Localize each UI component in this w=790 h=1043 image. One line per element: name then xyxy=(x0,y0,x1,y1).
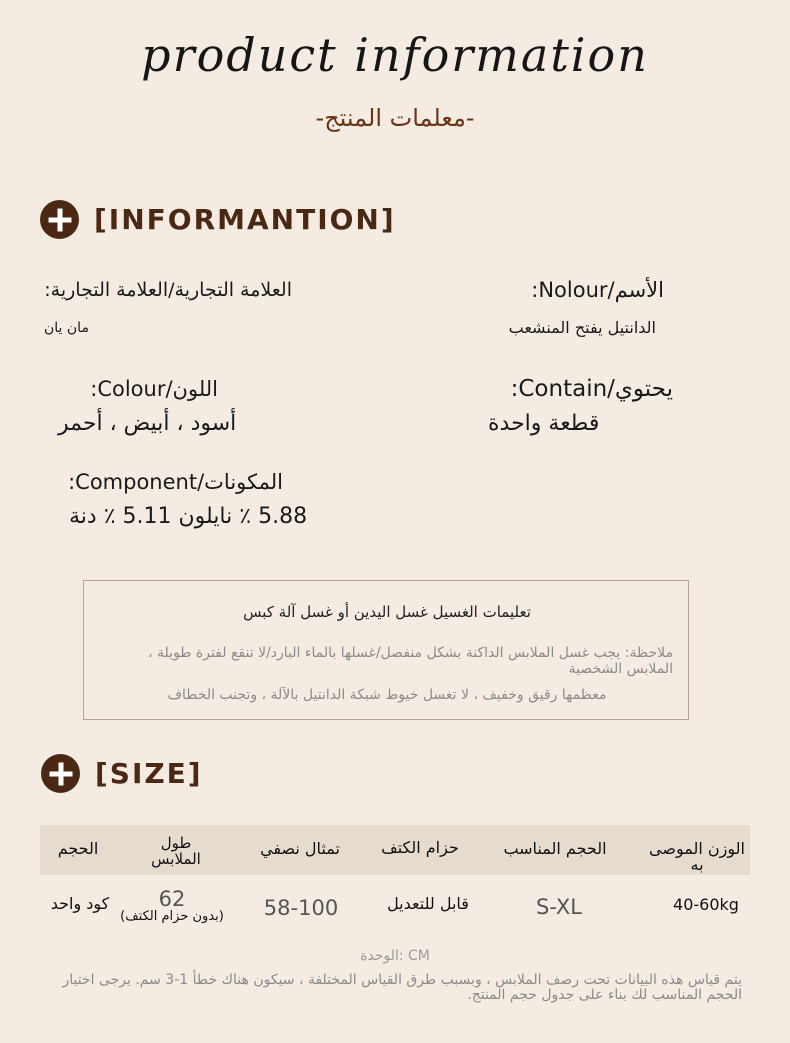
care-note: ملاحظة: يجب غسل الملابس الداكنة بشكل منفصل/غسلها بالماء البارد/لا تنقع لفترة طويلة ، الملابس الشخصية xyxy=(148,645,673,677)
care-instructions-box xyxy=(83,580,689,720)
cell-shoulder: قابل للتعديل xyxy=(387,894,469,913)
size-section-title: [SIZE] xyxy=(95,757,203,790)
plus-icon xyxy=(40,200,79,239)
component-value: 5.88 ٪ نايلون 5.11 ٪ دنة xyxy=(69,504,308,529)
size-table-header xyxy=(40,825,750,875)
header-weight: الوزن الموصى به xyxy=(649,839,745,874)
cell-weight: 40-60kg xyxy=(673,895,739,914)
cell-size: كود واحد xyxy=(50,894,110,913)
cell-half-body: 58-100 xyxy=(263,896,339,920)
unit-label: الوحدة: CM xyxy=(360,948,430,964)
header-shoulder: حزام الكتف xyxy=(381,838,459,857)
cell-length-note: (بدون حزام الكتف) xyxy=(120,909,224,924)
component-label: المكونات/Component: xyxy=(68,470,283,494)
care-title: تعليمات الغسيل غسل اليدين أو غسل آلة كبس xyxy=(243,603,531,621)
header-size: الحجم xyxy=(57,839,99,858)
size-section-header xyxy=(41,754,203,793)
contain-label: يحتوي/Contain: xyxy=(510,376,673,402)
plus-icon xyxy=(41,754,80,793)
info-section-header xyxy=(40,200,396,239)
info-section-title: [INFORMANTION] xyxy=(94,203,396,236)
brand-value: مان يان xyxy=(44,320,89,336)
page-subtitle: -معلمات المنتج- xyxy=(315,104,475,132)
header-half-body: تمثال نصفي xyxy=(260,839,340,858)
cell-length-number: 62 xyxy=(158,887,186,911)
size-footnote: يتم قياس هذه البيانات تحت رصف الملابس ، وبسبب طرق القياس المختلفة ، سيكون هناك خطأ 1-3 سم. يرجى اختيار الحجم المناسب لك بناء على جدول حجم المنتج. xyxy=(62,972,742,1003)
name-label: الأسم/Nolour: xyxy=(531,278,664,302)
colour-value: أسود ، أبيض ، أحمر xyxy=(58,411,237,436)
contain-value: قطعة واحدة xyxy=(488,411,600,436)
page-title: product information xyxy=(141,28,649,82)
header-fit-size: الحجم المناسب xyxy=(503,839,607,858)
cell-fit-size: S-XL xyxy=(536,895,582,919)
header-length: طول الملابس xyxy=(151,834,201,868)
name-value: الدانتيل يفتح المنشعب xyxy=(508,318,656,337)
care-note-secondary: معظمها رقيق وخفيف ، لا تغسل خيوط شبكة الدانتيل بالآلة ، وتجنب الخطاف xyxy=(167,687,607,703)
brand-label: العلامة التجارية/العلامة التجارية: xyxy=(44,279,292,301)
colour-label: اللون/Colour: xyxy=(90,377,218,401)
